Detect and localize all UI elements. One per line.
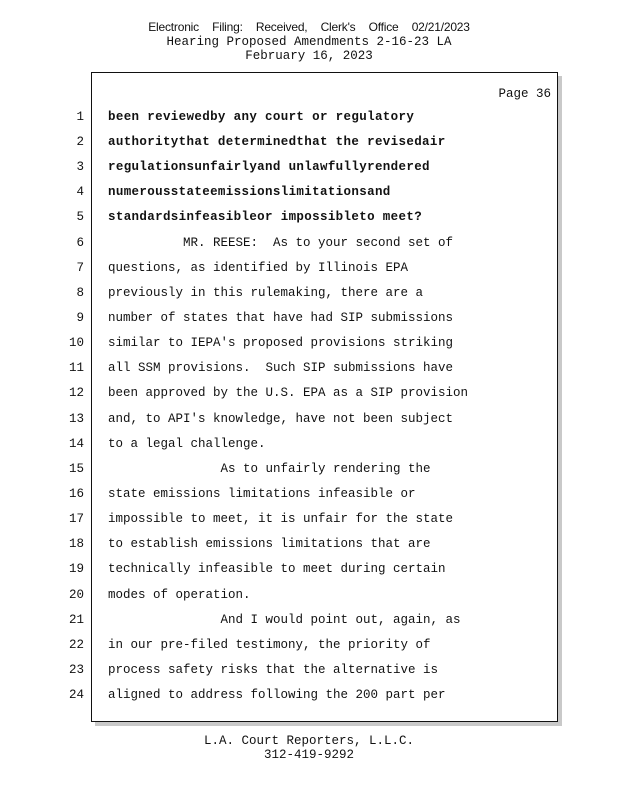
transcript-line: similar to IEPA's proposed provisions striking xyxy=(108,336,454,350)
transcript-line: and, to API's knowledge, have not been subject xyxy=(108,412,454,426)
line-number: 9 xyxy=(76,311,84,325)
line-number: 3 xyxy=(76,160,84,174)
stamp-part: Office xyxy=(368,20,399,34)
transcript-line: number of states that have had SIP submissions xyxy=(108,311,454,325)
line-number: 4 xyxy=(76,185,84,199)
stamp-part: Filing: xyxy=(212,20,243,34)
transcript-line: And I would point out, again, as xyxy=(108,613,461,627)
transcript-line: process safety risks that the alternative is xyxy=(108,663,439,677)
transcript-line: MR. REESE: As to your second set of xyxy=(108,236,454,250)
transcript-line: aligned to address following the 200 part per xyxy=(108,688,446,702)
transcript-line: questions, as identified by Illinois EPA xyxy=(108,261,409,275)
line-number: 10 xyxy=(68,336,84,350)
line-number: 8 xyxy=(76,286,84,300)
line-number: 1 xyxy=(76,110,84,124)
transcript-line: to a legal challenge. xyxy=(108,437,266,451)
line-number: 18 xyxy=(68,537,84,551)
line-number: 23 xyxy=(68,663,84,677)
transcript-line: all SSM provisions. Such SIP submissions have xyxy=(108,361,454,375)
stamp-date: 02/21/2023 xyxy=(411,20,470,34)
transcript-line: in our pre-filed testimony, the priority of xyxy=(108,638,431,652)
line-number: 17 xyxy=(68,512,84,526)
line-number: 24 xyxy=(68,688,84,702)
line-number: 7 xyxy=(76,261,84,275)
transcript-line: to establish emissions limitations that are xyxy=(108,537,431,551)
electronic-filing-stamp xyxy=(0,20,618,34)
transcript-line: previously in this rulemaking, there are a xyxy=(108,286,424,300)
transcript-line: As to unfairly rendering the xyxy=(108,462,431,476)
reporter-company: L.A. Court Reporters, L.L.C. xyxy=(203,734,415,748)
hearing-date: February 16, 2023 xyxy=(245,49,373,63)
transcript-line: numerousstateemissionslimitationsand xyxy=(108,185,391,199)
document-title: Hearing Proposed Amendments 2-16-23 LA xyxy=(166,35,452,49)
line-number: 14 xyxy=(68,437,84,451)
transcript-line: technically infeasible to meet during certain xyxy=(108,562,446,576)
transcript-line: modes of operation. xyxy=(108,588,251,602)
line-number: 12 xyxy=(68,386,84,400)
stamp-part: Clerk's xyxy=(320,20,356,34)
line-number: 15 xyxy=(68,462,84,476)
transcript-line: regulationsunfairlyand unlawfullyrendered xyxy=(108,160,430,174)
line-number: 22 xyxy=(68,638,84,652)
stamp-part: Electronic xyxy=(148,20,199,34)
reporter-phone: 312-419-9292 xyxy=(263,748,354,762)
transcript-line: standardsinfeasibleor impossibleto meet? xyxy=(108,210,423,224)
transcript-line: been reviewedby any court or regulatory xyxy=(108,110,415,124)
line-number: 6 xyxy=(76,236,84,250)
line-number: 5 xyxy=(76,210,84,224)
transcript-line: authoritythat determinedthat the revisedair xyxy=(108,135,446,149)
line-number: 20 xyxy=(68,588,84,602)
transcript-line: impossible to meet, it is unfair for the state xyxy=(108,512,454,526)
line-number: 16 xyxy=(68,487,84,501)
stamp-part: Received, xyxy=(255,20,308,34)
line-number: 21 xyxy=(68,613,84,627)
line-number: 2 xyxy=(76,135,84,149)
transcript-line: state emissions limitations infeasible or xyxy=(108,487,416,501)
line-number: 11 xyxy=(68,361,84,375)
page-number: Page 36 xyxy=(498,87,551,101)
transcript-line: been approved by the U.S. EPA as a SIP provision xyxy=(108,386,469,400)
line-number: 19 xyxy=(68,562,84,576)
line-number: 13 xyxy=(68,412,84,426)
